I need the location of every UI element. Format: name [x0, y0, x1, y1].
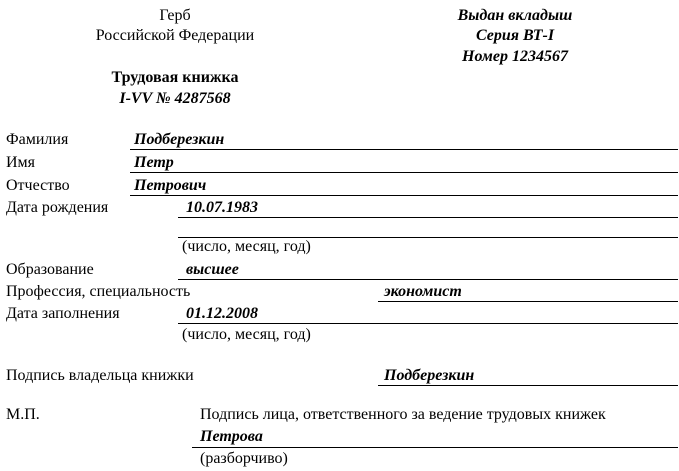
name-value: Петр [134, 154, 174, 171]
owner-signature-underline [378, 385, 678, 386]
coat-of-arms-line2: Российской Федерации [95, 27, 255, 44]
birth-date-underline [178, 217, 678, 218]
name-label: Имя [6, 154, 36, 171]
book-number: I-VV № 4287568 [119, 90, 231, 107]
birth-date-label: Дата рождения [6, 199, 109, 216]
coat-of-arms-line1: Герб [159, 7, 191, 24]
education-value: высшее [186, 261, 239, 278]
stamp-place-label: М.П. [6, 406, 40, 423]
responsible-signature-underline [192, 447, 678, 448]
patronymic-value: Петрович [134, 177, 207, 194]
responsible-signature-hint: (разборчиво) [200, 450, 288, 467]
surname-underline [130, 149, 678, 150]
surname-label: Фамилия [6, 131, 69, 148]
education-underline [178, 279, 678, 280]
owner-signature-label: Подпись владельца книжки [6, 367, 194, 384]
patronymic-underline [130, 195, 678, 196]
profession-underline [378, 301, 678, 302]
profession-value: экономист [384, 283, 462, 300]
owner-signature-value: Подберезкин [384, 367, 475, 384]
birth-date-hint: (число, месяц, год) [182, 238, 311, 255]
surname-value: Подберезкин [134, 131, 225, 148]
profession-label: Профессия, специальность [6, 283, 191, 300]
responsible-signature-label: Подпись лица, ответственного за ведение трудовых книжек [200, 406, 606, 423]
fill-date-hint: (число, месяц, год) [182, 326, 311, 343]
responsible-signature-value: Петрова [200, 428, 263, 445]
fill-date-underline [178, 323, 678, 324]
insert-number: Номер 1234567 [462, 48, 568, 65]
name-underline [130, 172, 678, 173]
education-label: Образование [6, 261, 94, 278]
fill-date-label: Дата заполнения [6, 305, 120, 322]
patronymic-label: Отчество [6, 177, 70, 194]
birth-date-value: 10.07.1983 [186, 199, 258, 216]
insert-series: Серия ВТ-I [475, 27, 555, 44]
fill-date-value: 01.12.2008 [186, 305, 258, 322]
insert-issued-label: Выдан вкладыш [457, 7, 573, 24]
book-title: Трудовая книжка [111, 69, 239, 86]
